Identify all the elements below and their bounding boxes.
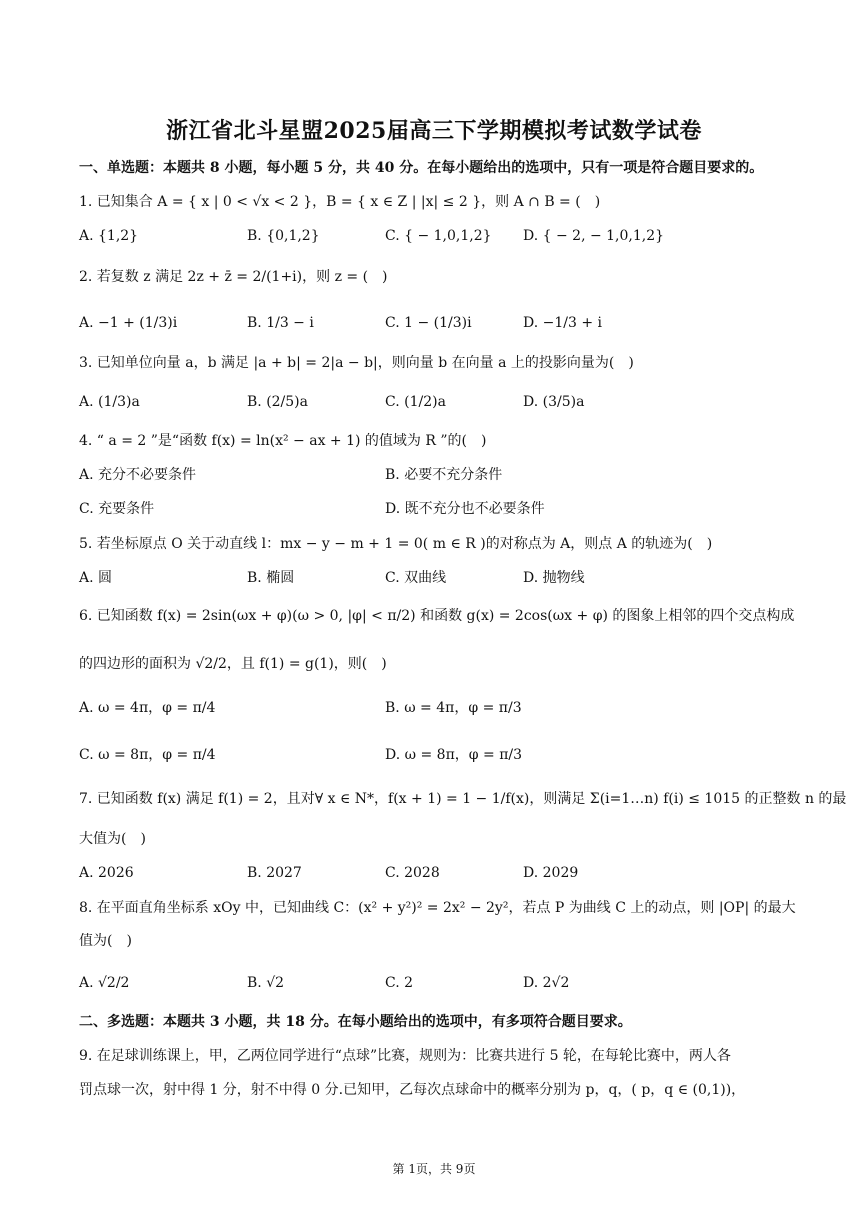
question-7-stem-line1: 7. 已知函数 f(x) 满足 f(1) = 2，且对∀ x ∈ N*，f(x + 1) = 1 − 1/f(x)，则满足 Σ(i=1…n) f(i) ≤ 1015 的正整数 n 的最 (79, 791, 847, 807)
question-7-stem-line2: 大值为( ) (79, 831, 146, 847)
q5-option-a: A. 圆 (79, 570, 113, 586)
question-1-stem: 1. 已知集合 A = { x | 0 < √x < 2 }，B = { x ∈ Z | |x| ≤ 2 }，则 A ∩ B = ( ) (79, 194, 601, 210)
q6-option-c: C. ω = 8π，φ = π/4 (79, 747, 216, 763)
question-9-stem-line2: 罚点球一次，射中得 1 分，射不中得 0 分.已知甲，乙每次点球命中的概率分别为 p，q，( p，q ∈ (0,1))， (79, 1082, 746, 1098)
question-6-stem-line2: 的四边形的面积为 √2/2，且 f(1) = g(1)，则( ) (79, 656, 387, 672)
section-single-choice: 一、单选题：本题共 8 小题，每小题 5 分，共 40 分。在每小题给出的选项中，只有一项是符合题目要求的。 (79, 160, 764, 176)
q7-option-c: C. 2028 (385, 865, 440, 881)
question-8-stem-line2: 值为( ) (79, 933, 132, 949)
q7-option-d: D. 2029 (523, 865, 579, 881)
q3-option-c: C. (1/2)a (385, 394, 446, 410)
q1-option-b: B. {0,1,2} (247, 228, 320, 244)
q2-option-c: C. 1 − (1/3)i (385, 315, 472, 331)
question-6-stem-line1: 6. 已知函数 f(x) = 2sin(ωx + φ)(ω > 0, |φ| < π/2) 和函数 g(x) = 2cos(ωx + φ) 的图象上相邻的四个交点构成 (79, 608, 795, 624)
q2-option-a: A. −1 + (1/3)i (79, 315, 178, 331)
q6-option-a: A. ω = 4π，φ = π/4 (79, 700, 216, 716)
q4-option-c: C. 充要条件 (79, 501, 155, 517)
q7-option-a: A. 2026 (79, 865, 134, 881)
page-footer: 第 1页，共 9页 (392, 1162, 476, 1176)
q4-option-d: D. 既不充分也不必要条件 (385, 501, 545, 517)
q2-option-d: D. −1/3 + i (523, 315, 602, 331)
q1-option-c: C. { − 1,0,1,2} (385, 228, 492, 244)
q8-option-d: D. 2√2 (523, 975, 570, 991)
q8-option-c: C. 2 (385, 975, 414, 991)
q6-option-b: B. ω = 4π，φ = π/3 (385, 700, 522, 716)
question-5-stem: 5. 若坐标原点 O 关于动直线 l：mx − y − m + 1 = 0( m ∈ R )的对称点为 A，则点 A 的轨迹为( ) (79, 536, 713, 552)
q8-option-b: B. √2 (247, 975, 285, 991)
q5-option-d: D. 抛物线 (523, 570, 585, 586)
q8-option-a: A. √2/2 (79, 975, 130, 991)
section-multiple-choice: 二、多选题：本题共 3 小题，共 18 分。在每小题给出的选项中，有多项符合题目要求。 (79, 1014, 632, 1030)
question-2-stem: 2. 若复数 z 满足 2z + z̄ = 2/(1+i)，则 z = ( ) (79, 269, 388, 285)
q2-option-b: B. 1/3 − i (247, 315, 314, 331)
q7-option-b: B. 2027 (247, 865, 302, 881)
q1-option-a: A. {1,2} (79, 228, 139, 244)
question-8-stem-line1: 8. 在平面直角坐标系 xOy 中，已知曲线 C：(x² + y²)² = 2x² − 2y²，若点 P 为曲线 C 上的动点，则 |OP| 的最大 (79, 900, 796, 916)
q3-option-a: A. (1/3)a (79, 394, 140, 410)
q3-option-b: B. (2/5)a (247, 394, 308, 410)
question-4-stem: 4. “ a = 2 ”是“函数 f(x) = ln(x² − ax + 1) 的值域为 R ”的( ) (79, 433, 487, 449)
q4-option-a: A. 充分不必要条件 (79, 467, 197, 483)
q5-option-c: C. 双曲线 (385, 570, 447, 586)
question-3-stem: 3. 已知单位向量 a，b 满足 |a + b| = 2|a − b|，则向量 b 在向量 a 上的投影向量为( ) (79, 355, 634, 371)
q1-option-d: D. { − 2, − 1,0,1,2} (523, 228, 665, 244)
q4-option-b: B. 必要不充分条件 (385, 467, 503, 483)
q3-option-d: D. (3/5)a (523, 394, 585, 410)
question-9-stem-line1: 9. 在足球训练课上，甲，乙两位同学进行“点球”比赛，规则为：比赛共进行 5 轮，在每轮比赛中，两人各 (79, 1048, 731, 1064)
q5-option-b: B. 椭圆 (247, 570, 295, 586)
q6-option-d: D. ω = 8π，φ = π/3 (385, 747, 523, 763)
page-title: 浙江省北斗星盟2025届高三下学期模拟考试数学试卷 (166, 118, 702, 144)
